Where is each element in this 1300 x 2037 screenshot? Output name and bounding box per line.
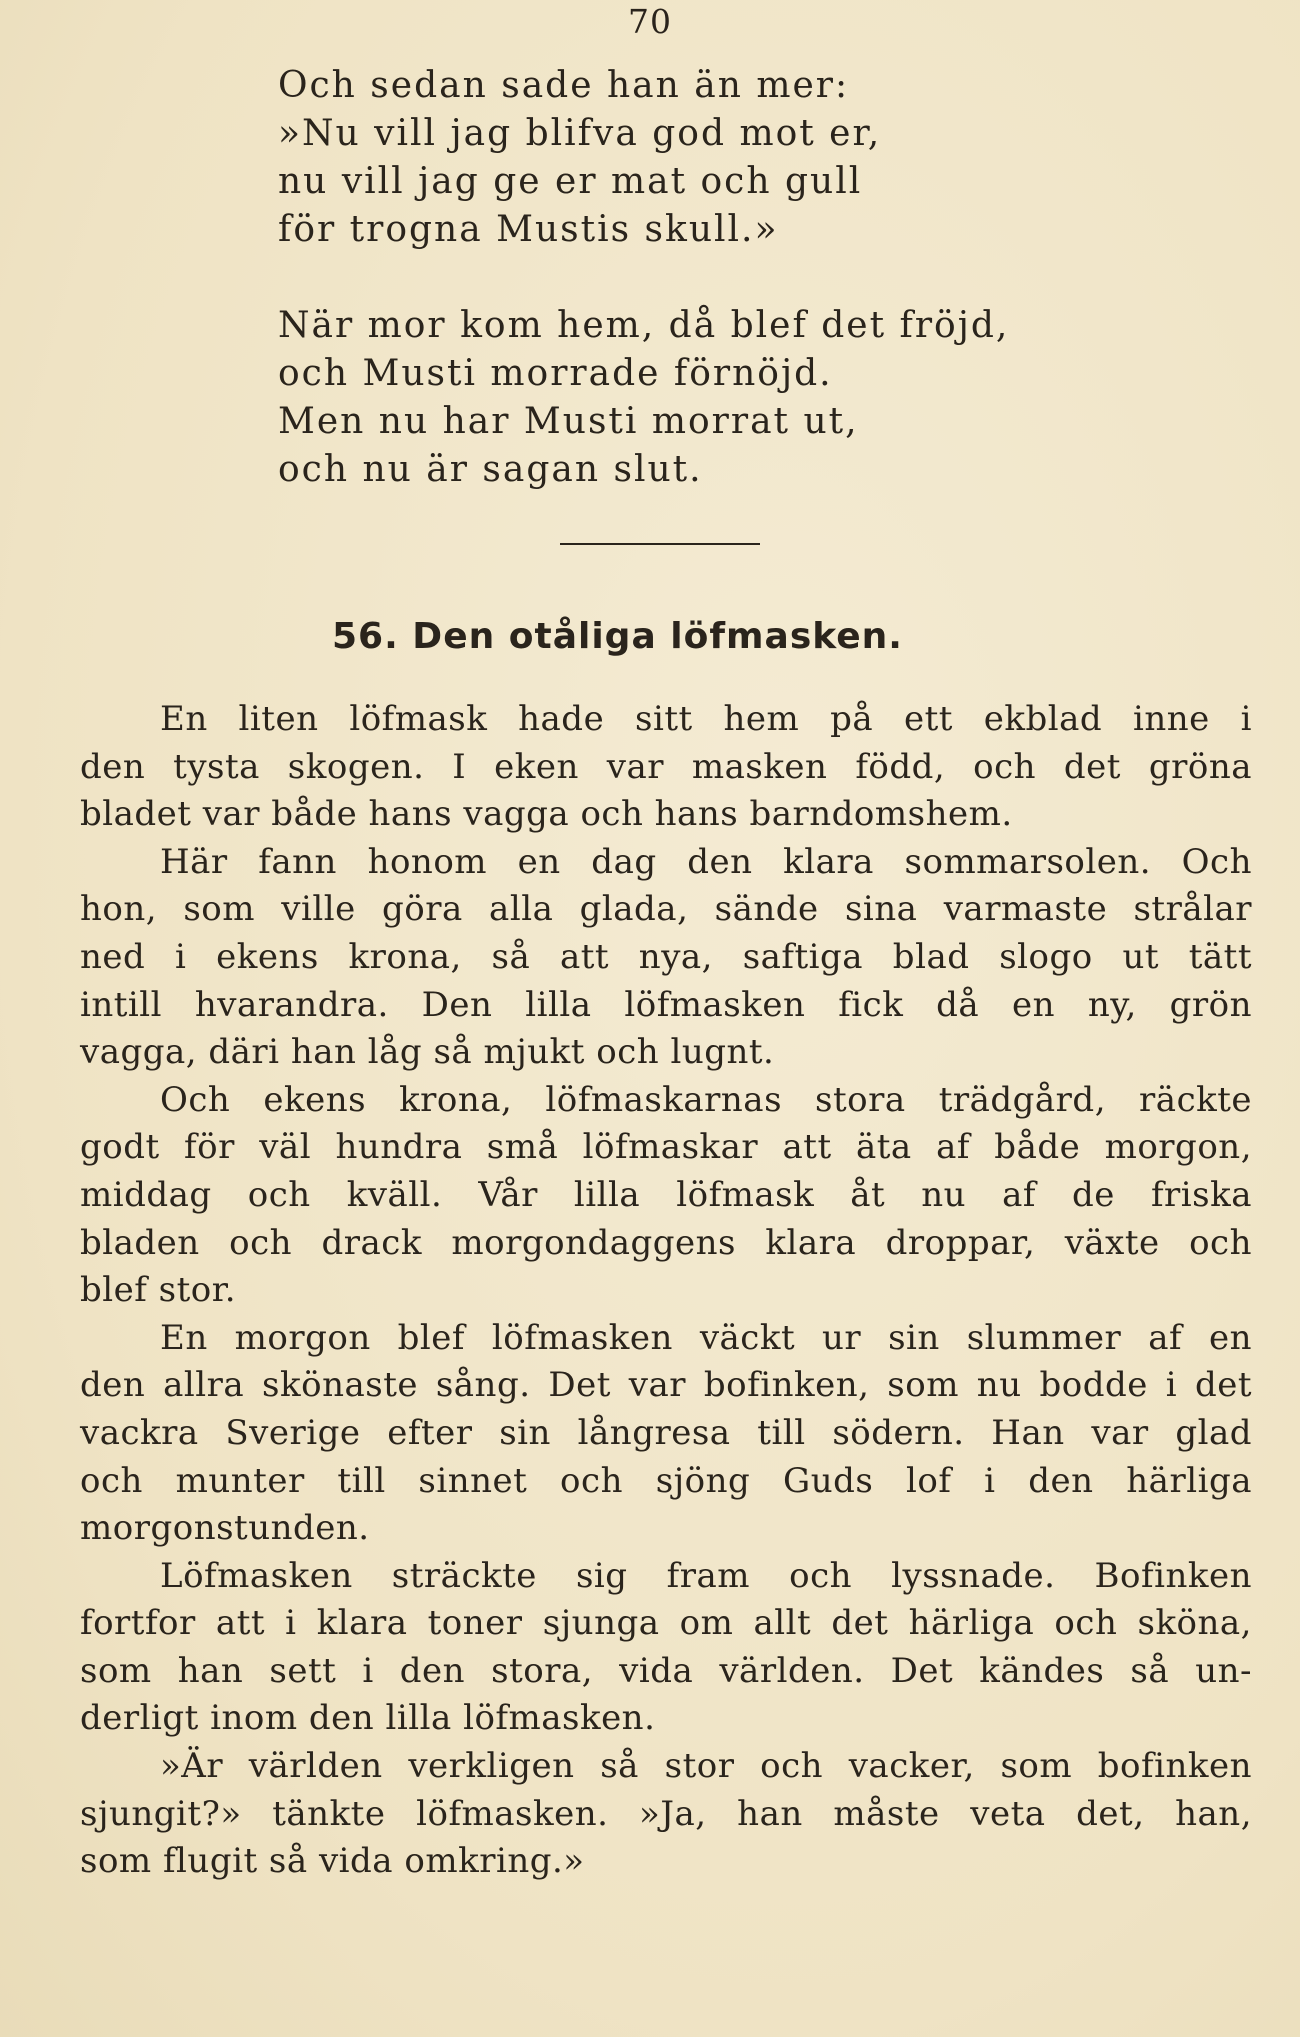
text-line: En liten löfmask hade sitt hem på ett ekblad inne i <box>160 699 1252 739</box>
text-line: vagga, däri han låg så mjukt och lugnt. <box>80 1032 775 1073</box>
text-line: sjungit?» tänkte löfmasken. »Ja, han måste veta det, han, <box>80 1793 1252 1834</box>
text-line: bladet var både hans vagga och hans barndomshem. <box>80 794 1013 835</box>
text-line: intill hvarandra. Den lilla löfmasken fick då en ny, grön <box>80 984 1252 1025</box>
poem <box>278 62 1078 542</box>
text-line: derligt inom den lilla löfmasken. <box>80 1698 656 1739</box>
text-line: den allra skönaste sång. Det var bofinken, som nu bodde i det <box>80 1365 1252 1406</box>
text-line: En morgon blef löfmasken väckt ur sin slummer af en <box>160 1317 1252 1358</box>
poem-line: Men nu har Musti morrat ut, <box>278 401 859 442</box>
text-line: ned i ekens krona, så att nya, saftiga blad slogo ut tätt <box>80 936 1252 977</box>
text-line: Löfmasken sträckte sig fram och lyssnade. Bofinken <box>160 1555 1252 1596</box>
story-body <box>80 696 1252 1886</box>
poem-line: och Musti morrade förnöjd. <box>278 353 833 394</box>
poem-line: och nu är sagan slut. <box>278 449 703 490</box>
text-line: middag och kväll. Vår lilla löfmask åt nu af de friska <box>80 1174 1252 1215</box>
text-line: bladen och drack morgondaggens klara droppar, växte och <box>80 1222 1252 1263</box>
text-line: som han sett i den stora, vida världen. Det kändes så un- <box>80 1650 1252 1691</box>
text-line: Och ekens krona, löfmaskarnas stora trädgård, räckte <box>160 1079 1252 1120</box>
text-line: »Är världen verkligen så stor och vacker, som bofinken <box>160 1746 1252 1787</box>
text-line: godt för väl hundra små löfmaskar att äta af både morgon, <box>80 1127 1252 1168</box>
text-line: den tysta skogen. I eken var masken född, och det gröna <box>80 746 1252 787</box>
paragraph <box>80 1077 1252 1315</box>
paragraph <box>80 1553 1252 1743</box>
section-divider <box>560 543 760 545</box>
poem-line: »Nu vill jag blifva god mot er, <box>278 113 882 154</box>
page-number: 70 <box>628 2 672 41</box>
text-line: Här fann honom en dag den klara sommarsolen. Och <box>160 841 1252 882</box>
chapter-heading: 56. Den otåliga löfmasken. <box>332 616 903 657</box>
poem-line: Och sedan sade han än mer: <box>278 65 850 106</box>
text-line: fortfor att i klara toner sjunga om allt det härliga och sköna, <box>80 1603 1252 1644</box>
paragraph <box>80 839 1252 1077</box>
poem-line: nu vill jag ge er mat och gull <box>278 161 863 202</box>
text-line: morgonstunden. <box>80 1508 370 1549</box>
paragraph <box>80 696 1252 839</box>
paragraph <box>80 1315 1252 1553</box>
poem-stanza <box>278 302 1078 494</box>
text-line: och munter till sinnet och sjöng Guds lof i den härliga <box>80 1460 1252 1501</box>
poem-line: När mor kom hem, då blef det fröjd, <box>278 305 1010 346</box>
poem-line: för trogna Mustis skull.» <box>278 209 779 250</box>
poem-stanza <box>278 62 1078 254</box>
paragraph <box>80 1743 1252 1886</box>
text-line: blef stor. <box>80 1270 237 1311</box>
text-line: hon, som ville göra alla glada, sände sina varmaste strålar <box>80 889 1252 930</box>
text-line: som flugit så vida omkring.» <box>80 1841 585 1882</box>
text-line: vackra Sverige efter sin långresa till södern. Han var glad <box>80 1412 1252 1453</box>
